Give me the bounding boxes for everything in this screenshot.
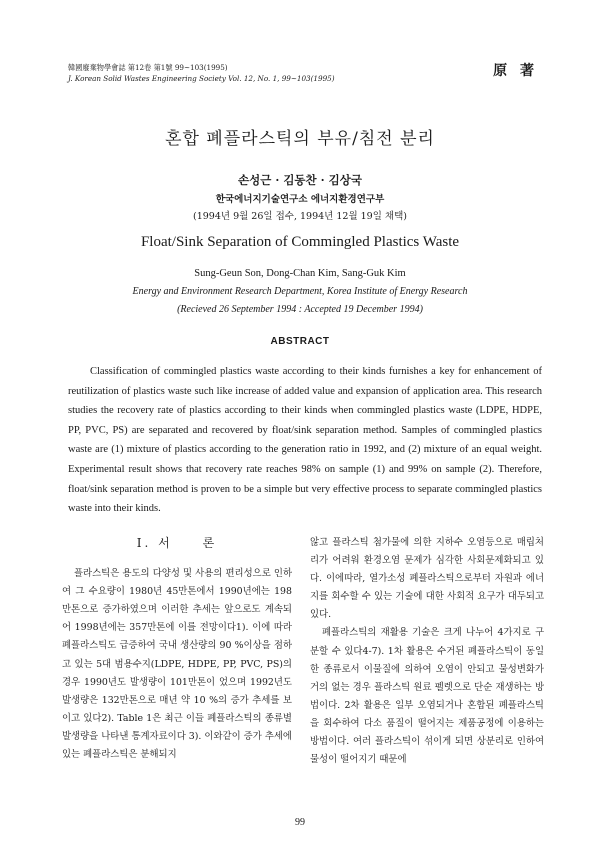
abstract-body: [68, 362, 542, 519]
journal-header: [68, 62, 335, 84]
english-title: Float/Sink Separation of Commingled Plastics Waste: [140, 234, 460, 250]
english-authors: Sung-Geun Son, Dong-Chan Kim, Sang-Guk Kim: [194, 268, 406, 279]
abstract-heading: ABSTRACT: [270, 336, 330, 347]
korean-dates: (1994년 9월 26일 접수, 1994년 12월 19일 채택): [192, 211, 407, 222]
section-heading-introduction: Ⅰ. 서 론: [136, 536, 218, 550]
left-column: [62, 534, 292, 764]
page-number: 99: [295, 817, 305, 828]
journal-line-korean: 韓國廢棄物學會誌 第12卷 第1號 99~103(1995): [68, 63, 228, 72]
intro-paragraph-1: 플라스틱은 용도의 다양성 및 사용의 편리성으로 인하여 그 수요량이 1980년 45만톤에서 1990년에는 198만톤으로 증가하였으며 이러한 추세는 앞으로도 계속되어 1998년에는 357만톤에 이를 전망이다1). 이에 따라 폐플라스틱도 급증하여 국내 생산량의 90 %이상을 점하고 있는 5대 범용수지(LDPE, HDPE, PP, PVC, PS)의 경우 1990년도 발생량이 101만톤이 었으며 1992년도 발생량은 132만톤으로 매년 약 10 %의 증가 추세를 보이고 있다2). Table 1은 최근 이들 폐플라스틱의 종류별 발생량을 나타낸 통계자료이다 3). 이와같이 증가 추세에 있는 폐플라스틱은 분해되지: [62, 568, 292, 761]
journal-line-english: J. Korean Solid Wastes Engineering Society Vol. 12, No. 1, 99~103(1995): [68, 74, 335, 83]
english-dates: (Recieved 26 September 1994 : Accepted 19 December 1994): [177, 304, 423, 315]
english-affiliation: Energy and Environment Research Department, Korea Institute of Energy Research: [132, 286, 468, 297]
abstract-text: Classification of commingled plastics waste according to their kinds furnishes a key for enhancement of reutilization of plastics waste such like increase of added value and expansion of application area. This research studies the recovery rate of plastics according to their kinds when commingled plastics waste (LDPE, HDPE, PP, PVC, PS) are separated and recovered by float/sink separation method. Samples of commingled plastics waste are (1) mixture of plastics according to the generation ratio in 1992, and (2) mixture of an equal weight. Experimental result shows that recovery rate reaches 98% on sample (1) and 99% on sample (2). Therefore, float/sink separation method is proven to be a simple but very effective process to separate commingled plastics waste into their kinds.: [68, 366, 542, 515]
korean-authors: 손성근 · 김동찬 · 김상국: [237, 173, 362, 187]
korean-title: 혼합 폐플라스틱의 부유/침전 분리: [165, 129, 435, 149]
article-type-badge: 原 著: [493, 63, 538, 79]
right-column: [310, 534, 544, 769]
korean-affiliation: 한국에너지기술연구소 에너지환경연구부: [215, 194, 385, 205]
intro-paragraph-2: 폐플라스틱의 재활용 기술은 크게 나누어 4가지로 구분할 수 있다4-7). 1차 활용은 수거된 폐플라스틱이 동일한 종류로서 이물질에 의하여 오염이 안되고 물성변화가 거의 없는 경우 플라스틱 원료 펠렛으로 단순 재생하는 방법이다. 2차 활용은 일부 오염되거나 혼합된 폐플라스틱을 회수하여 다소 품질이 떨어지는 제품공정에 이용하는 방법이다. 여러 플라스틱이 섞이게 되면 상분리로 인하여 물성이 떨어지기 때문에: [310, 627, 544, 766]
intro-paragraph-continued: 않고 플라스틱 첨가물에 의한 지하수 오염등으로 매립처리가 어려워 환경오염 문제가 심각한 사회문제화되고 있다. 이에따라, 열가소성 폐플라스틱으로부터 자원과 에너지를 회수할 수 있는 기술에 대한 사회적 요구가 대두되고 있다.: [310, 537, 544, 621]
